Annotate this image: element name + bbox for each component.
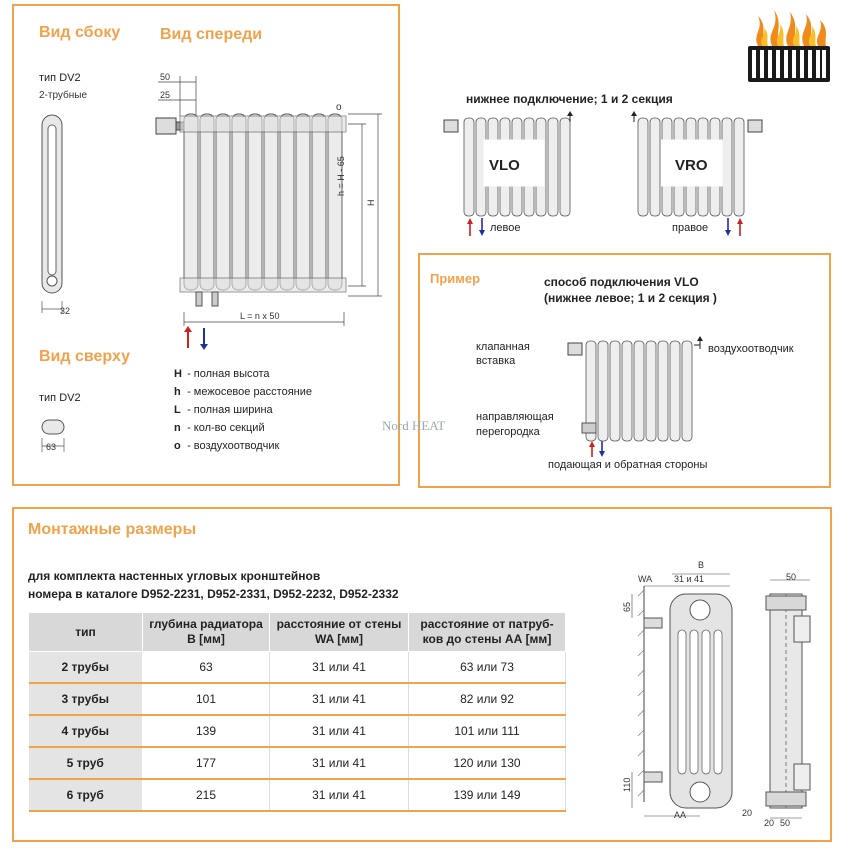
cell-aa: 63 или 73 [409, 652, 566, 684]
draw-B: B [698, 560, 705, 570]
example-arrows-icon [588, 441, 610, 457]
supply-return-arrows-icon [182, 326, 212, 350]
example-radiator-drawing [568, 337, 708, 449]
front-view-title: Вид спереди [160, 26, 263, 43]
cell-depth: 177 [143, 747, 270, 779]
example-heading-line1: способ подключения VLO [544, 275, 699, 289]
header-wa: расстояние от стены WA [мм] [270, 613, 409, 652]
supply-return-label: подающая и обратная стороны [548, 459, 708, 471]
legend-H: H - полная высота [174, 368, 270, 380]
vro-right-label: правое [672, 222, 709, 234]
dimensions-panel [12, 4, 400, 486]
legend-o: o - воздухоотводчик [174, 440, 280, 452]
table-row [29, 683, 566, 715]
top-view-title: Вид сверху [39, 348, 130, 365]
cell-type: 2 трубы [29, 652, 143, 684]
vlo-left-label: левое [490, 222, 521, 234]
dim-63: 63 [46, 442, 57, 452]
table-row [29, 747, 566, 779]
cell-type: 6 труб [29, 779, 143, 811]
side-type-label: тип DV2 [39, 72, 81, 84]
mounting-table [28, 612, 566, 812]
draw-wa-val: 31 и 41 [674, 574, 705, 584]
side-view-drawing [36, 111, 81, 326]
legend-n: n - кол-во секций [174, 422, 265, 434]
table-row [29, 779, 566, 811]
cell-depth: 139 [143, 715, 270, 747]
cell-aa: 139 или 149 [409, 779, 566, 811]
table-header-row [29, 613, 566, 652]
dim-o: o [336, 102, 342, 113]
example-heading-line2: (нижнее левое; 1 и 2 секция ) [544, 291, 717, 305]
cell-type: 3 трубы [29, 683, 143, 715]
dim-L: L = n x 50 [240, 311, 280, 321]
example-title: Пример [430, 271, 481, 286]
cell-wa: 31 или 41 [270, 683, 409, 715]
dim-32: 32 [60, 306, 71, 316]
mounting-subtitle-1: для комплекта настенных угловых кронштейнов [28, 569, 321, 583]
legend-L: L - полная ширина [174, 404, 273, 416]
side-view-title: Вид сбоку [39, 24, 121, 41]
cell-wa: 31 или 41 [270, 652, 409, 684]
cell-wa: 31 или 41 [270, 747, 409, 779]
valve-label-2: вставка [476, 355, 516, 367]
guide-label-1: направляющая [476, 411, 554, 423]
draw-WA: WA [638, 574, 653, 584]
table-row [29, 652, 566, 684]
connection-title: нижнее подключение; 1 и 2 секция [466, 92, 673, 106]
cell-aa: 120 или 130 [409, 747, 566, 779]
dim-h: h = H - 65 [336, 156, 346, 196]
draw-AA: AA [674, 810, 687, 820]
watermark: Nord HEAT [382, 418, 446, 433]
top-type-label: тип DV2 [39, 392, 81, 404]
cell-wa: 31 или 41 [270, 779, 409, 811]
cell-depth: 101 [143, 683, 270, 715]
side-pipes-label: 2-трубные [39, 90, 88, 101]
vlo-arrows-icon [466, 218, 488, 236]
draw-110: 110 [622, 777, 632, 792]
draw-50: 50 [786, 572, 797, 582]
cell-type: 5 труб [29, 747, 143, 779]
vro-label: VRO [675, 157, 708, 174]
cell-wa: 31 или 41 [270, 715, 409, 747]
front-view-drawing [152, 68, 382, 330]
cell-depth: 215 [143, 779, 270, 811]
header-type: тип [29, 613, 143, 652]
dim-25: 25 [160, 90, 171, 100]
header-aa: расстояние от патруб-ков до стены АА [мм] [409, 613, 566, 652]
mounting-drawing [618, 566, 828, 828]
valve-label-1: клапанная [476, 341, 530, 353]
top-view-drawing [40, 412, 70, 460]
dim-50: 50 [160, 72, 171, 82]
legend-h: h - межосевое расстояние [174, 386, 313, 398]
guide-label-2: перегородка [476, 426, 540, 438]
draw-50b: 50 [780, 818, 791, 828]
air-vent-label: воздухоотводчик [708, 343, 794, 355]
draw-20: 20 [742, 808, 753, 818]
mounting-title: Монтажные размеры [28, 521, 197, 538]
cell-type: 4 трубы [29, 715, 143, 747]
cell-aa: 82 или 92 [409, 683, 566, 715]
dim-H: H [366, 199, 376, 206]
table-row [29, 715, 566, 747]
header-depth: глубина радиатора В [мм] [143, 613, 270, 652]
vro-arrows-icon [724, 218, 746, 236]
vlo-label: VLO [489, 157, 520, 174]
cell-aa: 101 или 111 [409, 715, 566, 747]
cell-depth: 63 [143, 652, 270, 684]
draw-65: 65 [622, 601, 632, 612]
mounting-subtitle-2: номера в каталоге D952-2231, D952-2331, D952-2232, D952-2332 [28, 587, 399, 601]
draw-20b: 20 [764, 818, 775, 828]
example-panel [418, 253, 831, 488]
heat-radiator-logo-icon [744, 4, 834, 86]
